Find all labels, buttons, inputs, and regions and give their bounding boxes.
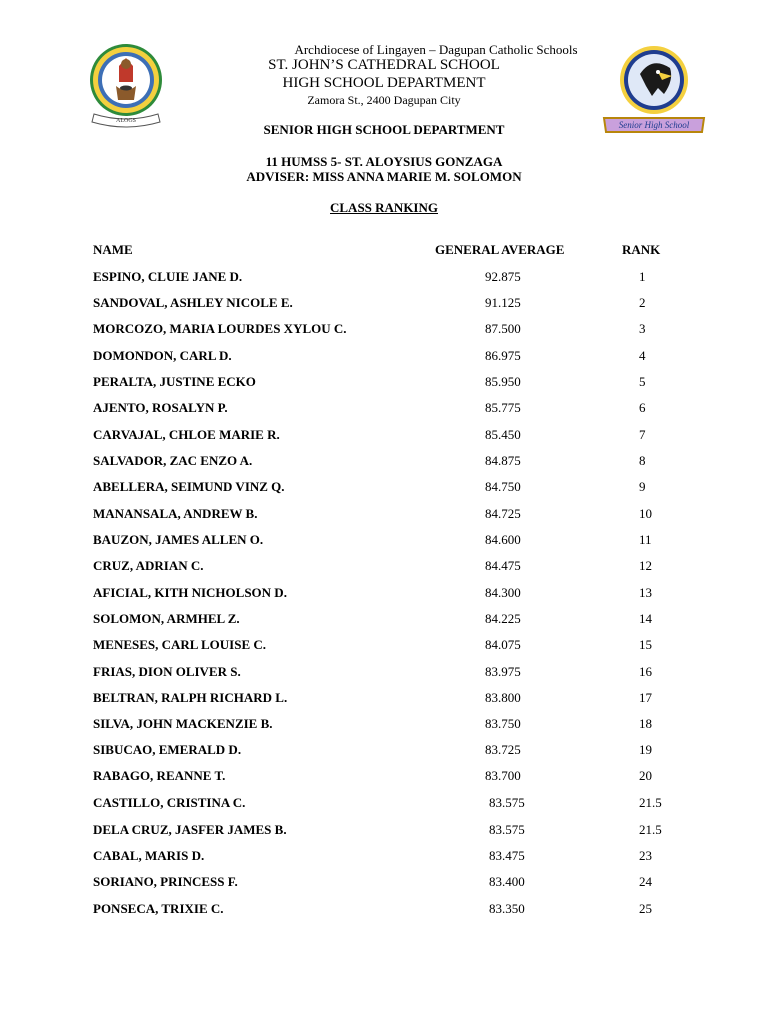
table-row: [0, 848, 768, 868]
cell-rank: 19: [639, 742, 652, 757]
cell-avg: 84.725: [485, 506, 521, 521]
school-name: ST. JOHN’S CATHEDRAL SCHOOL: [268, 57, 500, 73]
section-name: 11 HUMSS 5- ST. ALOYSIUS GONZAGA: [265, 154, 503, 169]
cell-rank: 6: [639, 400, 646, 415]
cell-rank: 1: [639, 269, 646, 284]
table-row: [0, 585, 768, 605]
cell-avg: 83.350: [489, 901, 525, 916]
cell-rank: 13: [639, 585, 652, 600]
table-row: [0, 295, 768, 315]
cell-avg: 84.875: [485, 453, 521, 468]
cell-rank: 18: [639, 716, 652, 731]
archdiocese-line: Archdiocese of Lingayen – Dagupan Catholic Schools: [294, 42, 578, 57]
cell-rank: 25: [639, 901, 652, 916]
cell-rank: 4: [639, 348, 646, 363]
table-row: [0, 400, 768, 420]
cell-rank: 24: [639, 874, 652, 889]
cell-avg: 85.775: [485, 400, 521, 415]
table-row: [0, 637, 768, 657]
cell-rank: 11: [639, 532, 652, 547]
cell-name: CABAL, MARIS D.: [93, 848, 205, 863]
cell-avg: 83.800: [485, 690, 521, 705]
school-address: Zamora St., 2400 Dagupan City: [307, 93, 461, 107]
senior-high-heading: SENIOR HIGH SCHOOL DEPARTMENT: [263, 122, 505, 137]
table-row: [0, 427, 768, 447]
cell-name: SIBUCAO, EMERALD D.: [93, 742, 242, 757]
cell-rank: 21.5: [639, 795, 662, 810]
left-logo-ribbon-text: ALOGS: [115, 118, 137, 124]
table-row: [0, 479, 768, 499]
cell-avg: 84.300: [485, 585, 521, 600]
cell-name: PONSECA, TRIXIE C.: [93, 901, 224, 916]
cell-name: SALVADOR, ZAC ENZO A.: [93, 453, 253, 468]
cell-name: CRUZ, ADRIAN C.: [93, 558, 204, 573]
cell-avg: 92.875: [485, 269, 521, 284]
cell-avg: 87.500: [485, 321, 521, 336]
cell-avg: 84.475: [485, 558, 521, 573]
cell-name: MENESES, CARL LOUISE C.: [93, 637, 267, 652]
cell-name: PERALTA, JUSTINE ECKO: [93, 374, 256, 389]
cell-name: DELA CRUZ, JASFER JAMES B.: [93, 822, 287, 837]
cell-name: SORIANO, PRINCESS F.: [93, 874, 238, 889]
cell-rank: 15: [639, 637, 652, 652]
table-row: [0, 506, 768, 526]
table-row: [0, 611, 768, 631]
cell-rank: 3: [639, 321, 646, 336]
right-logo-ribbon-text: Senior High School: [618, 120, 690, 130]
cell-name: AJENTO, ROSALYN P.: [93, 400, 228, 415]
table-row: [0, 374, 768, 394]
cell-avg: 84.600: [485, 532, 521, 547]
cell-rank: 16: [639, 664, 652, 679]
cell-name: DOMONDON, CARL D.: [93, 348, 232, 363]
cell-avg: 85.950: [485, 374, 521, 389]
table-row: [0, 532, 768, 552]
cell-name: RABAGO, REANNE T.: [93, 768, 226, 783]
cell-rank: 2: [639, 295, 646, 310]
column-header-rank: RANK: [622, 242, 661, 257]
cell-avg: 83.975: [485, 664, 521, 679]
cell-rank: 9: [639, 479, 646, 494]
cell-avg: 83.750: [485, 716, 521, 731]
cell-rank: 17: [639, 690, 652, 705]
cell-name: BELTRAN, RALPH RICHARD L.: [93, 690, 288, 705]
cell-avg: 83.700: [485, 768, 521, 783]
cell-rank: 10: [639, 506, 652, 521]
table-row: [0, 269, 768, 289]
cell-avg: 84.075: [485, 637, 521, 652]
cell-name: SILVA, JOHN MACKENZIE B.: [93, 716, 273, 731]
cell-avg: 83.400: [489, 874, 525, 889]
table-row: [0, 690, 768, 710]
cell-avg: 84.225: [485, 611, 521, 626]
page-title: CLASS RANKING: [330, 200, 438, 215]
cell-avg: 83.725: [485, 742, 521, 757]
department-name: HIGH SCHOOL DEPARTMENT: [282, 75, 486, 91]
cell-name: ABELLERA, SEIMUND VINZ Q.: [93, 479, 285, 494]
table-row: [0, 453, 768, 473]
cell-name: CASTILLO, CRISTINA C.: [93, 795, 246, 810]
cell-rank: 5: [639, 374, 646, 389]
cell-avg: 86.975: [485, 348, 521, 363]
table-row: [0, 822, 768, 842]
cell-name: MORCOZO, MARIA LOURDES XYLOU C.: [93, 321, 347, 336]
cell-name: FRIAS, DION OLIVER S.: [93, 664, 241, 679]
table-row: [0, 558, 768, 578]
table-row: [0, 664, 768, 684]
cell-rank: 7: [639, 427, 646, 442]
table-row: [0, 901, 768, 921]
cell-name: AFICIAL, KITH NICHOLSON D.: [93, 585, 287, 600]
cell-rank: 14: [639, 611, 652, 626]
cell-name: BAUZON, JAMES ALLEN O.: [93, 532, 264, 547]
cell-rank: 21.5: [639, 822, 662, 837]
column-header-name: NAME: [93, 242, 133, 257]
table-row: [0, 348, 768, 368]
cell-avg: 83.575: [489, 795, 525, 810]
table-row: [0, 874, 768, 894]
adviser-line: ADVISER: MISS ANNA MARIE M. SOLOMON: [246, 169, 522, 184]
cell-rank: 8: [639, 453, 646, 468]
table-row: [0, 716, 768, 736]
table-row: [0, 321, 768, 341]
table-row: [0, 768, 768, 788]
cell-avg: 83.575: [489, 822, 525, 837]
cell-name: SANDOVAL, ASHLEY NICOLE E.: [93, 295, 293, 310]
table-row: [0, 742, 768, 762]
cell-rank: 20: [639, 768, 652, 783]
cell-rank: 12: [639, 558, 652, 573]
cell-avg: 84.750: [485, 479, 521, 494]
cell-avg: 91.125: [485, 295, 521, 310]
table-row: [0, 795, 768, 815]
cell-name: MANANSALA, ANDREW B.: [93, 506, 258, 521]
cell-avg: 85.450: [485, 427, 521, 442]
cell-rank: 23: [639, 848, 652, 863]
cell-name: SOLOMON, ARMHEL Z.: [93, 611, 240, 626]
cell-name: ESPINO, CLUIE JANE D.: [93, 269, 243, 284]
cell-avg: 83.475: [489, 848, 525, 863]
column-header-average: GENERAL AVERAGE: [435, 242, 565, 257]
cell-name: CARVAJAL, CHLOE MARIE R.: [93, 427, 280, 442]
